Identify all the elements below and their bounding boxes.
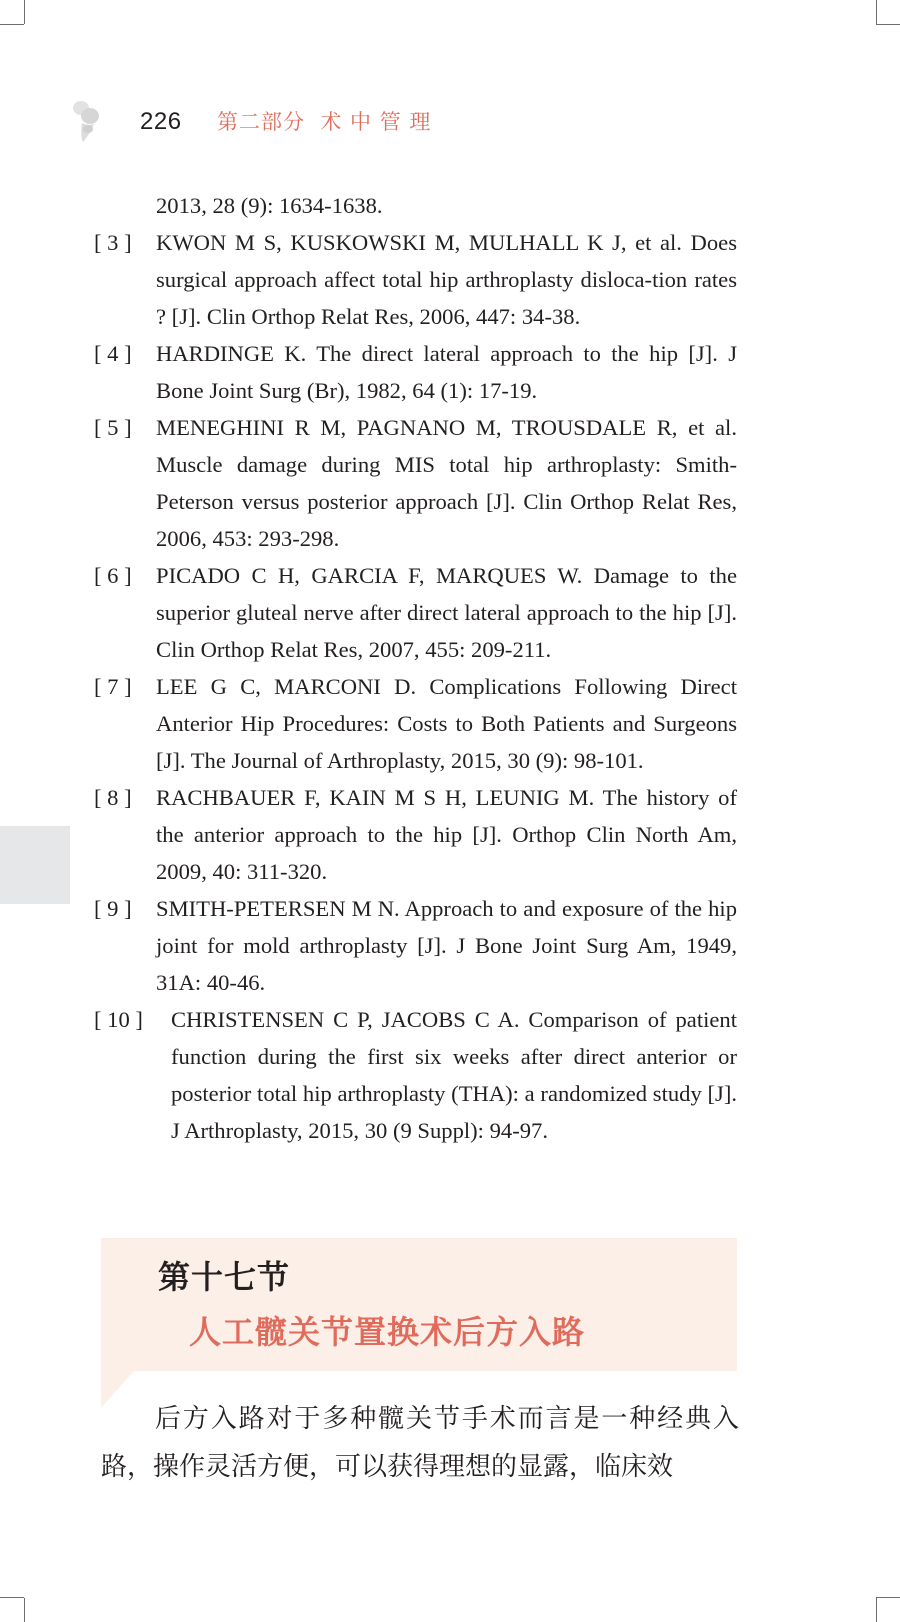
reference-item: [94, 668, 737, 779]
reference-number: [ 3 ]: [94, 230, 132, 255]
reference-text: MENEGHINI R M, PAGNANO M, TROUSDALE R, et al. Muscle damage during MIS total hip arthroplasty: Smith-Peterson versus posterior approach [J]. Clin Orthop Relat Res, 2006, 453: 293-298.: [156, 415, 737, 551]
crop-mark-top-left-v: [24, 0, 25, 24]
reference-number: [ 7 ]: [94, 674, 132, 699]
reference-number: [ 10 ]: [94, 1007, 143, 1032]
reference-text: RACHBAUER F, KAIN M S H, LEUNIG M. The history of the anterior approach to the hip [J]. Orthop Clin North Am, 2009, 40: 311-320.: [156, 785, 737, 884]
reference-text: PICADO C H, GARCIA F, MARQUES W. Damage to the superior gluteal nerve after direct lateral approach to the hip [J]. Clin Orthop Relat Res, 2007, 455: 209-211.: [156, 563, 737, 662]
reference-item: [94, 1001, 737, 1149]
reference-item: [94, 187, 737, 224]
bone-logo-icon: [68, 96, 106, 144]
reference-item: [94, 335, 737, 409]
crop-mark-top-right-v: [876, 0, 877, 24]
crop-mark-top-right-h: [876, 24, 900, 25]
chapter-side-tab: [0, 826, 70, 904]
reference-number: [ 5 ]: [94, 415, 132, 440]
crop-mark-bottom-right-h: [876, 1597, 900, 1598]
reference-item: [94, 557, 737, 668]
crop-mark-bottom-left-v: [24, 1598, 25, 1622]
reference-text: CHRISTENSEN C P, JACOBS C A. Comparison of patient function during the first six weeks after direct anterior or posterior total hip arthroplasty (THA): a randomized study [J]. J Arthroplasty, 2015, 30 (9 Suppl): 94-97.: [171, 1007, 737, 1143]
page-header: [60, 96, 580, 148]
reference-list: [94, 187, 737, 1149]
reference-text: SMITH-PETERSEN M N. Approach to and exposure of the hip joint for mold arthroplasty [J]. J Bone Joint Surg Am, 1949, 31A: 40-46.: [156, 896, 737, 995]
reference-number: [ 8 ]: [94, 785, 132, 810]
reference-text: LEE G C, MARCONI D. Complications Following Direct Anterior Hip Procedures: Costs to Both Patients and Surgeons [J]. The Journal of Arthroplasty, 2015, 30 (9): 98-101.: [156, 674, 737, 773]
reference-number: [ 9 ]: [94, 896, 132, 921]
crop-mark-top-left-h: [0, 24, 24, 25]
reference-item: [94, 224, 737, 335]
crop-mark-bottom-left-h: [0, 1597, 24, 1598]
reference-number: [ 6 ]: [94, 563, 132, 588]
reference-item: [94, 779, 737, 890]
body-paragraph-text: 后方入路对于多种髋关节手术而言是一种经典入路，操作灵活方便，可以获得理想的显露，临床效: [101, 1404, 739, 1482]
reference-number: [ 4 ]: [94, 341, 132, 366]
body-paragraph: [101, 1395, 739, 1491]
reference-text: HARDINGE K. The direct lateral approach to the hip [J]. J Bone Joint Surg (Br), 1982, 64 (1): 17-19.: [156, 341, 737, 403]
running-title: 第二部分 术 中 管 理: [217, 110, 432, 134]
reference-item: [94, 409, 737, 557]
reference-text: 2013, 28 (9): 1634-1638.: [156, 193, 383, 218]
section-number: 第十七节: [158, 1258, 291, 1296]
crop-mark-bottom-right-v: [876, 1598, 877, 1622]
page-number: 226: [140, 108, 182, 135]
section-title: 人工髋关节置换术后方入路: [189, 1313, 586, 1351]
reference-item: [94, 890, 737, 1001]
reference-text: KWON M S, KUSKOWSKI M, MULHALL K J, et al. Does surgical approach affect total hip arthroplasty disloca-tion rates ? [J]. Clin Orthop Relat Res, 2006, 447: 34-38.: [156, 230, 737, 329]
